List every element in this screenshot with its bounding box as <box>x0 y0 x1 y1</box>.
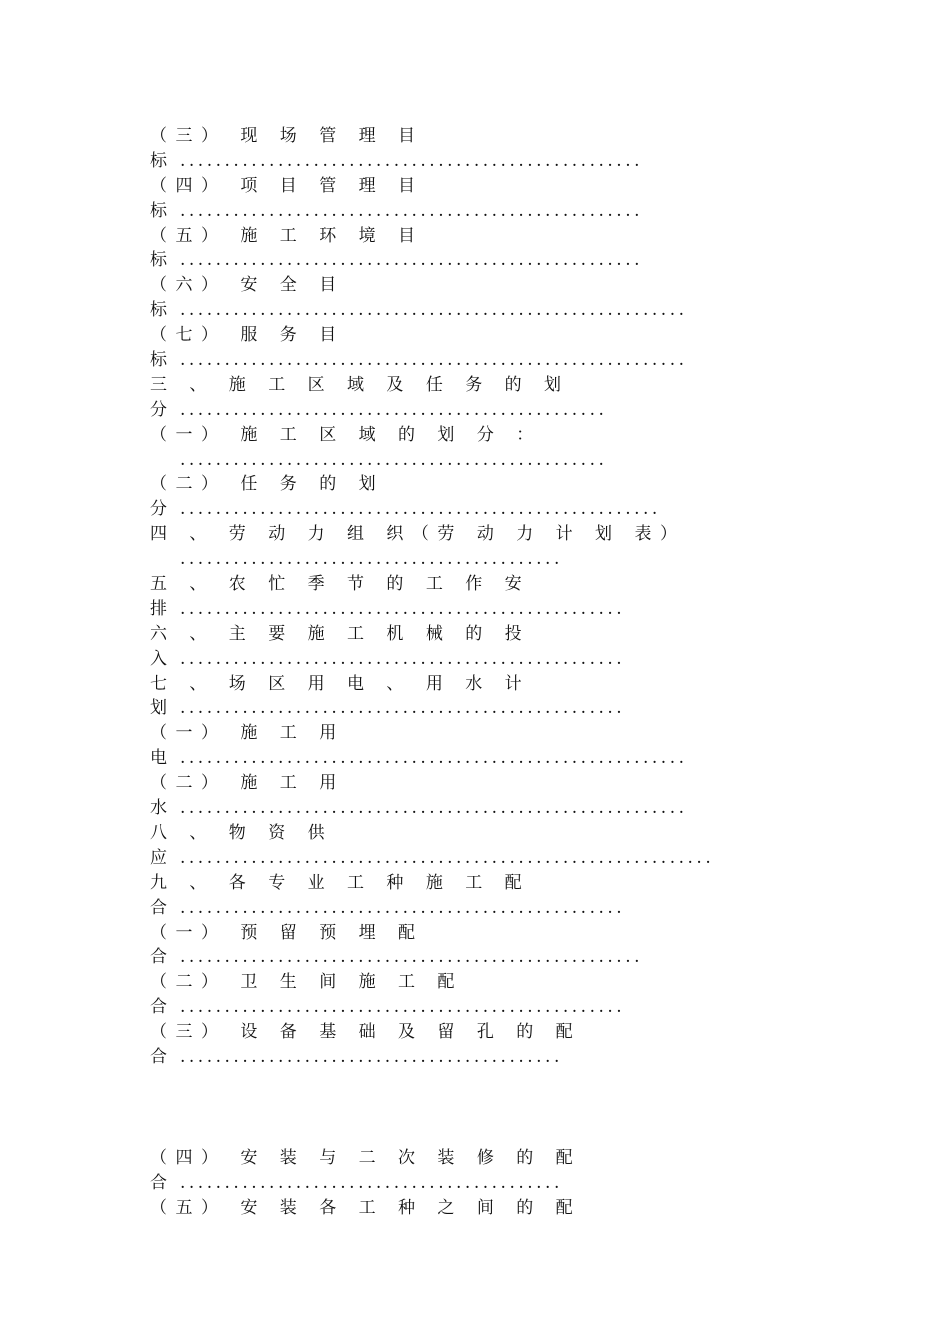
toc-dot-leader: ................................................ <box>180 399 608 420</box>
toc-entry-leader-line <box>150 497 770 522</box>
toc-entry-last-char: 分 <box>150 399 167 420</box>
toc-dot-leader: ........................................... <box>180 1046 563 1067</box>
toc-entry-title: （三） 设 备 基 础 及 留 孔 的 配 <box>150 1022 582 1043</box>
toc-entry-last-char: 合 <box>150 1046 167 1067</box>
toc-entry-last-char: 电 <box>150 748 167 769</box>
toc-entry-last-char: 标 <box>150 250 167 271</box>
toc-entry-title: （五） 安 装 各 工 种 之 间 的 配 <box>150 1197 582 1218</box>
toc-entry-last-char: 排 <box>150 598 167 619</box>
toc-entry-title: （二） 卫 生 间 施 工 配 <box>150 972 463 993</box>
toc-entry-last-char: 划 <box>150 698 167 719</box>
toc-entry-last-char: 合 <box>150 947 167 968</box>
toc-dot-leader: .................................................... <box>180 947 643 968</box>
toc-entry <box>150 373 770 423</box>
toc-entry-leader-line <box>150 298 770 323</box>
toc-entry <box>150 273 770 323</box>
toc-entry-last-char: 水 <box>150 798 167 819</box>
toc-dot-leader: ......................................................... <box>180 748 688 769</box>
toc-dot-leader: ......................................................... <box>180 798 688 819</box>
toc-entry-leader-line <box>150 597 770 622</box>
toc-dot-leader: ............................................................ <box>180 847 715 868</box>
toc-entry-leader-line <box>150 199 770 224</box>
toc-entry-last-char: 标 <box>150 300 167 321</box>
toc-entry-leader-line <box>150 796 770 821</box>
toc-dot-leader: .................................................. <box>180 997 626 1018</box>
toc-dot-leader: .................................................... <box>180 250 643 271</box>
toc-entry-title: （一） 施 工 用 <box>150 723 345 744</box>
toc-entry-title: （一） 预 留 预 埋 配 <box>150 922 424 943</box>
toc-dot-leader: .................................................. <box>180 897 626 918</box>
toc-entry-leader-line <box>150 547 770 572</box>
toc-dot-leader: .................................................. <box>180 598 626 619</box>
toc-entry <box>150 224 770 274</box>
toc-entry <box>150 572 770 622</box>
toc-dot-leader: .................................................... <box>180 150 643 171</box>
toc-entry <box>150 970 770 1020</box>
toc-entry-title: （五） 施 工 环 境 目 <box>150 225 424 246</box>
toc-entry-title: 八 、 物 资 供 <box>150 822 334 843</box>
toc-dot-leader: ...................................................... <box>180 499 661 520</box>
toc-dot-leader: .................................................... <box>180 200 643 221</box>
toc-entry-title: 七 、 场 区 用 电 、 用 水 计 <box>150 673 531 694</box>
toc-entry <box>150 1146 770 1196</box>
toc-entry-last-char: 分 <box>150 499 167 520</box>
toc-entry-leader-line <box>150 995 770 1020</box>
toc-dot-leader: ......................................................... <box>180 300 688 321</box>
toc-entry <box>150 1196 770 1221</box>
toc-dot-leader: ........................................... <box>180 549 563 570</box>
toc-entry-title: （四） 安 装 与 二 次 装 修 的 配 <box>150 1148 582 1168</box>
toc-entry <box>150 472 770 522</box>
toc-entry <box>150 174 770 224</box>
toc-entry-last-char: 入 <box>150 648 167 669</box>
toc-entry <box>150 921 770 971</box>
toc-entry-last-char: 合 <box>150 1172 167 1193</box>
toc-entry-title: 九 、 各 专 业 工 种 施 工 配 <box>150 872 531 893</box>
toc-entry <box>150 721 770 771</box>
toc-entry-title: 五 、 农 忙 季 节 的 工 作 安 <box>150 574 531 595</box>
toc-entry-leader-line <box>150 398 770 423</box>
toc-entry-leader-line <box>150 945 770 970</box>
toc-entry-title: （六） 安 全 目 <box>150 275 345 296</box>
toc-entry-title: 四 、 劳 动 力 组 织（劳 动 力 计 划 表） <box>150 524 686 545</box>
toc-entry-leader-line <box>150 1171 770 1196</box>
toc-entry-title: 三 、 施 工 区 域 及 任 务 的 划 <box>150 374 570 395</box>
toc-entry-title: （七） 服 务 目 <box>150 325 345 346</box>
toc-entry <box>150 1020 770 1070</box>
toc-entry <box>150 124 770 174</box>
toc-entry <box>150 423 770 473</box>
toc-dot-leader: .................................................. <box>180 698 626 719</box>
toc-entry-leader-line <box>150 696 770 721</box>
toc-dot-leader: ......................................................... <box>180 350 688 371</box>
toc-dot-leader: .................................................. <box>180 648 626 669</box>
toc-dot-leader: ........................................... <box>180 1172 563 1193</box>
toc-entry-last-char: 标 <box>150 150 167 171</box>
toc-entry-last-char: 标 <box>150 350 167 371</box>
toc-entry-title: （三） 现 场 管 理 目 <box>150 126 424 146</box>
toc-entry <box>150 771 770 821</box>
toc-entry-leader-line <box>150 647 770 672</box>
toc-entry-title: （二） 施 工 用 <box>150 773 345 794</box>
toc-entry-leader-line <box>150 448 770 473</box>
toc-entry-title: （四） 项 目 管 理 目 <box>150 175 424 196</box>
toc-entry-last-char: 合 <box>150 997 167 1018</box>
toc-entry-last-char: 合 <box>150 897 167 918</box>
table-of-contents <box>150 124 770 1070</box>
toc-entry-title: 六 、 主 要 施 工 机 械 的 投 <box>150 623 531 644</box>
toc-entry-title: （一） 施 工 区 域 的 划 分 ： <box>150 424 542 445</box>
toc-entry <box>150 821 770 871</box>
toc-entry <box>150 672 770 722</box>
table-of-contents-continued <box>150 1146 770 1221</box>
toc-entry <box>150 522 770 572</box>
toc-entry-leader-line <box>150 746 770 771</box>
toc-entry <box>150 871 770 921</box>
toc-entry <box>150 622 770 672</box>
toc-entry-leader-line <box>150 846 770 871</box>
toc-entry-leader-line <box>150 248 770 273</box>
toc-entry-leader-line <box>150 1045 770 1070</box>
toc-dot-leader: ................................................ <box>180 449 608 470</box>
toc-entry-title: （二） 任 务 的 划 <box>150 474 385 495</box>
toc-entry-leader-line <box>150 896 770 921</box>
toc-entry-leader-line <box>150 348 770 373</box>
toc-entry-last-char: 应 <box>150 847 167 868</box>
toc-entry <box>150 323 770 373</box>
toc-entry-leader-line <box>150 149 770 174</box>
toc-entry-last-char: 标 <box>150 200 167 221</box>
